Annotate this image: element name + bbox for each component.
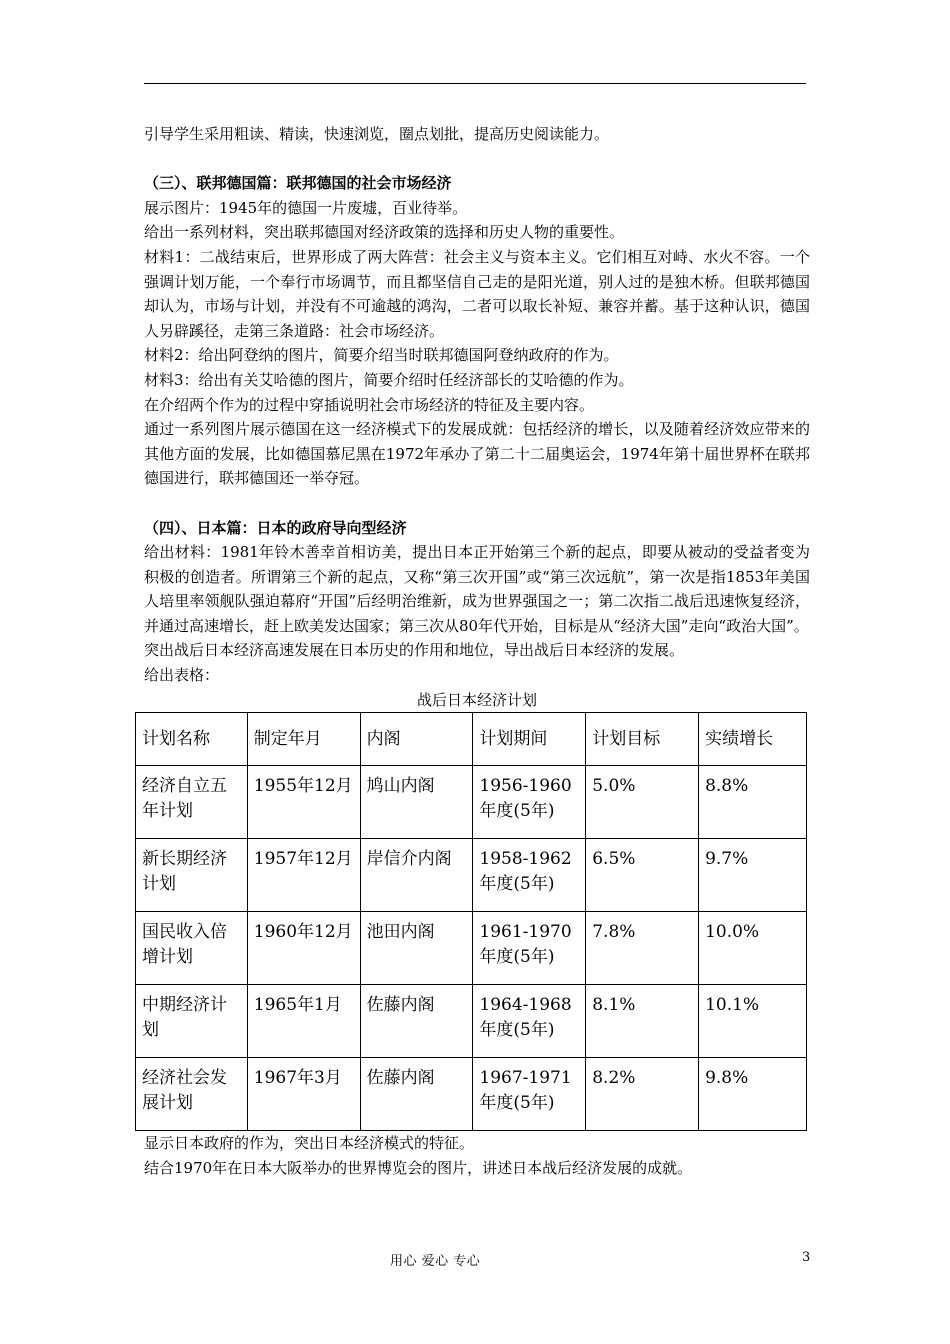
table-header-cell: 内阁 [360,713,473,766]
table-cell: 8.8% [699,766,807,839]
table-cell: 6.5% [586,839,699,912]
table-cell: 中期经济计划 [136,985,248,1058]
table-cell: 国民收入倍增计划 [136,912,248,985]
section3-paragraph: 给出一系列材料，突出联邦德国对经济政策的选择和历史人物的重要性。 [144,223,625,242]
after-table-paragraph: 显示日本政府的作为，突出日本经济模式的特征。 [144,1134,475,1153]
section4-paragraph: 给出表格： [144,666,220,685]
table-cell: 佐藤内阁 [360,1058,473,1131]
table-cell: 10.1% [699,985,807,1058]
section3-heading: （三）、联邦德国篇：联邦德国的社会市场经济 [144,174,452,193]
table-cell: 1958-1962年度(5年) [473,839,586,912]
table-cell: 8.2% [586,1058,699,1131]
header-rule [144,83,806,84]
table-header-cell: 制定年月 [247,713,360,766]
table-cell: 1964-1968年度(5年) [473,985,586,1058]
table-header-row [136,713,807,766]
table-cell: 5.0% [586,766,699,839]
table-cell: 经济自立五年计划 [136,766,248,839]
section3-paragraph: 材料1：二战结束后，世界形成了两大阵营：社会主义与资本主义。它们相互对峙、水火不容。一个强调计划万能，一个奉行市场调节，而且都坚信自己走的是阳光道，别人过的是独木桥。但联邦德国却认为，市场与计划，并没有不可逾越的鸿沟，二者可以取长补短、兼容并蓄。基于这种认识，德国人另辟蹊径，走第三条道路：社会市场经济。 [144,247,810,340]
section3-paragraph: 展示图片：1945年的德国一片废墟，百业待举。 [144,198,468,217]
section3-paragraph: 通过一系列图片展示德国在这一经济模式下的发展成就：包括经济的增长，以及随着经济效应带来的其他方面的发展，比如德国慕尼黑在1972年承办了第二十二届奥运会，1974年第十届世界杯在联邦德国进行，联邦德国还一举夺冠。 [144,420,810,488]
economic-plan-table [135,712,807,1131]
section3-paragraph: 材料3：给出有关艾哈德的图片，简要介绍时任经济部长的艾哈德的作为。 [144,370,634,389]
table-row [136,912,807,985]
table-cell: 1956-1960年度(5年) [473,766,586,839]
table-cell: 鸠山内阁 [360,766,473,839]
intro-paragraph: 引导学生采用粗读、精读，快速浏览，圈点划批，提高历史阅读能力。 [144,125,610,143]
section3-paragraph: 在介绍两个作为的过程中穿插说明社会市场经济的特征及主要内容。 [144,395,595,414]
table-cell: 9.7% [699,839,807,912]
table-cell: 1961-1970年度(5年) [473,912,586,985]
table-cell: 8.1% [586,985,699,1058]
table-cell: 10.0% [699,912,807,985]
spacer [144,491,810,516]
table-header-cell: 计划目标 [586,713,699,766]
table-row [136,985,807,1058]
after-table-paragraph: 结合1970年在日本大阪举办的世界博览会的图片，讲述日本战后经济发展的成就。 [144,1158,693,1177]
table-cell: 1955年12月 [247,766,360,839]
page-number: 3 [802,1250,811,1265]
table-cell: 1957年12月 [247,839,360,912]
table-cell: 池田内阁 [360,912,473,985]
table-cell: 9.8% [699,1058,807,1131]
table-cell: 1967-1971年度(5年) [473,1058,586,1131]
table-header-cell: 实绩增长 [699,713,807,766]
spacer [144,147,810,172]
table-row [136,766,807,839]
section3-paragraph: 材料2：给出阿登纳的图片，简要介绍当时联邦德国阿登纳政府的作为。 [144,346,619,365]
section4-heading: （四）、日本篇：日本的政府导向型经济 [144,518,407,537]
table-cell: 岸信介内阁 [360,839,473,912]
table-cell: 1967年3月 [247,1058,360,1131]
section4-paragraph: 突出战后日本经济高速发展在日本历史的作用和地位，导出战后日本经济的发展。 [144,641,685,660]
table-cell: 经济社会发展计划 [136,1058,248,1131]
document-body [144,122,810,1180]
table-cell: 7.8% [586,912,699,985]
table-cell: 佐藤内阁 [360,985,473,1058]
table-row [136,839,807,912]
table-cell: 1960年12月 [247,912,360,985]
section4-paragraph: 给出材料：1981年铃木善幸首相访美，提出日本正开始第三个新的起点，即要从被动的受益者变为积极的创造者。所谓第三个新的起点，又称“第三次开国”或“第三次远航”，第一次是指1853年美国人培里率领舰队强迫幕府“开国”后经明治维新，成为世界强国之一；第二次指二战后迅速恢复经济，并通过高速增长，赶上欧美发达国家；第三次从80年代开始，目标是从“经济大国”走向“政治大国”。 [144,543,810,635]
table-cell: 新长期经济计划 [136,839,248,912]
footer-motto: 用心 爱心 专心 [390,1254,481,1269]
table-header-cell: 计划期间 [473,713,586,766]
table-row [136,1058,807,1131]
table-cell: 1965年1月 [247,985,360,1058]
table-header-cell: 计划名称 [136,713,248,766]
table-caption: 战后日本经济计划 [416,690,537,709]
